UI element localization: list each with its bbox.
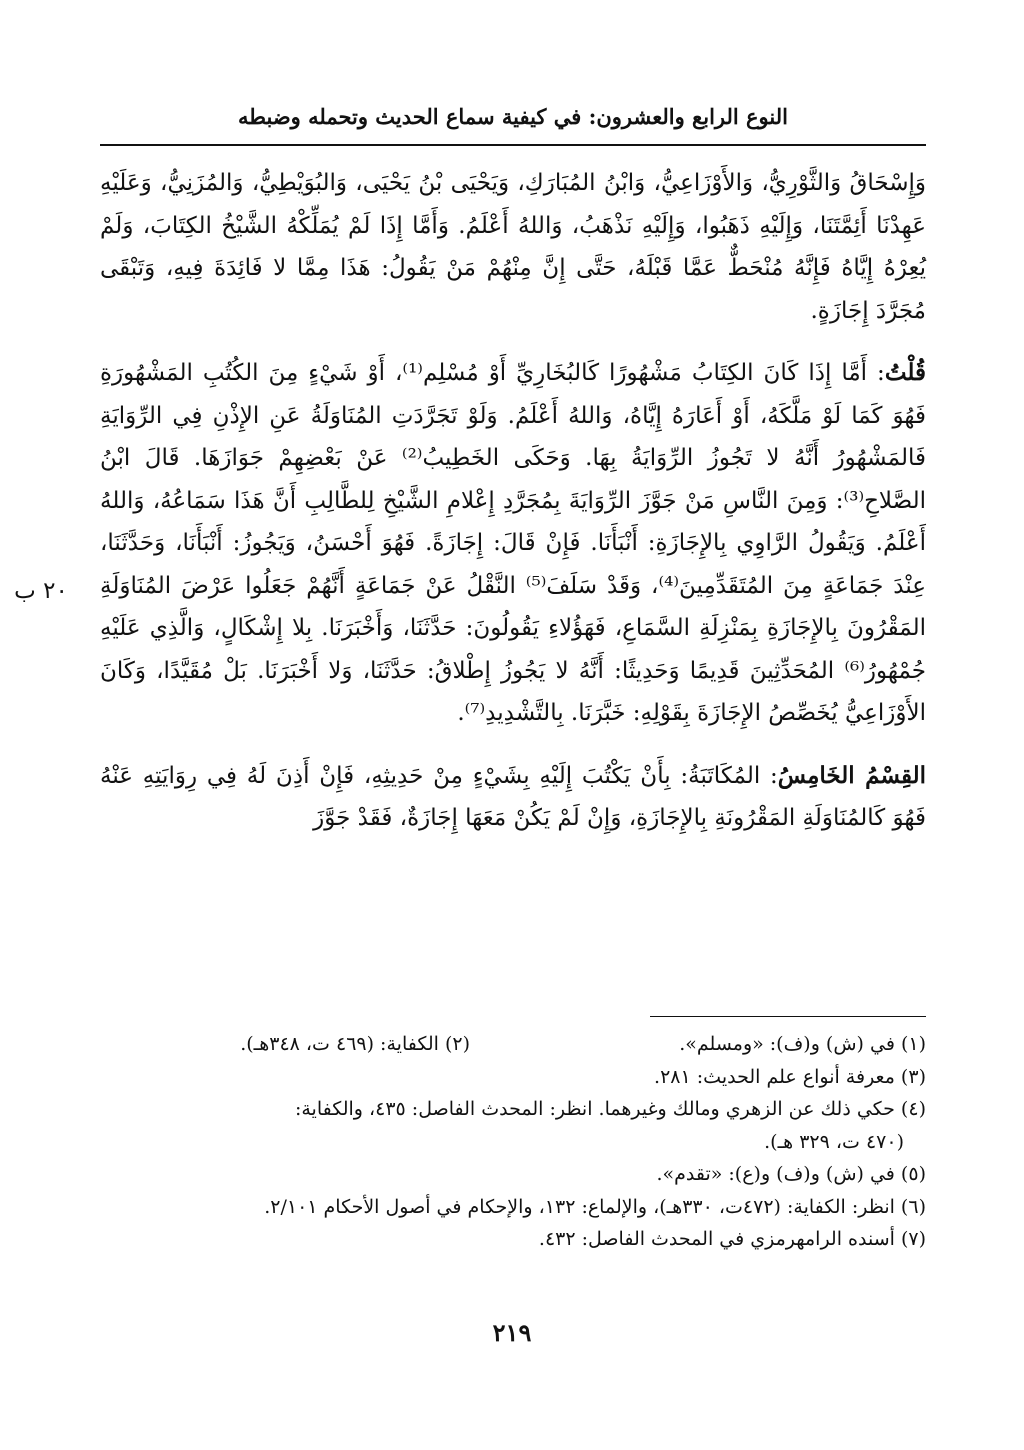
footnote-5: (٥) في (ش) و(ف) و(ع): «تقدم». (656, 1163, 926, 1185)
footnote-3: (٣) معرفة أنواع علم الحديث: ٢٨١. (654, 1065, 926, 1088)
footnote-1: (١) في (ش) و(ف): «ومسلم». (679, 1033, 926, 1055)
footnote-row (100, 1028, 926, 1061)
footnote-6: (٦) انظر: الكفاية: (٤٧٢ت، ٣٣٠هـ)، والإلماع: ١٣٢، والإحكام في أصول الأحكام ٢/١٠١. (264, 1195, 926, 1218)
paragraph-2 (100, 352, 926, 735)
main-text (100, 162, 926, 840)
footnote-4-continued: (٤٧٠ ت، ٣٢٩ هـ). (764, 1130, 904, 1153)
text-run: وَإِسْحَاقُ وَالثَّوْرِيُّ، وَالأَوْزَاعِيُّ، وَابْنُ المُبَارَكِ، وَيَحْيَى بْنُ يَحْيَى، وَالبُوَيْطِيُّ، وَالمُزَنِيُّ، وَعَلَيْهِ عَهِدْنَا أَئِمَّتَنَا، وَإِلَيْهِ ذَهَبُوا، وَإِلَيْهِ نَذْهَبُ، وَاللهُ أَعْلَمُ. وَأَمَّا إِذَا لَمْ يُمَلِّكْهُ الشَّيْخُ الكِتَابَ، وَلَمْ يُعِرْهُ إِيَّاهُ فَإِنَّهُ مُنْحَطٌّ عَمَّا قَبْلَهُ، حَتَّى إِنَّ مِنْهُمْ مَنْ يَقُولُ: هَذَا مِمَّا لا فَائِدَةَ فِيهِ، وَتَبْقَى مُجَرَّدَ إِجَازَةٍ. (100, 170, 926, 324)
running-head: النوع الرابع والعشرون: في كيفية سماع الحديث وتحمله وضبطه (238, 104, 788, 129)
footnote-rule (650, 1016, 926, 1017)
footnote-7: (٧) أسنده الرامهرمزي في المحدث الفاصل: ٤٣٢. (538, 1228, 926, 1250)
text-run: : المُكَاتَبَةُ: بِأَنْ يَكْتُبَ إِلَيْهِ بِشَيْءٍ مِنْ حَدِيثِهِ، فَإِنْ أَذِنَ لَهُ فِي رِوَايَتِهِ عَنْهُ فَهُوَ كَالمُنَاوَلَةِ المَقْرُونَةِ بِالإِجَازَةِ، وَإِنْ لَمْ يَكُنْ مَعَهَا إِجَازَةٌ، فَقَدْ جَوَّزَ (100, 762, 926, 831)
footnote-2: (٢) الكفاية: (٤٦٩ ت، ٣٤٨هـ). (240, 1033, 470, 1055)
paragraph-3 (100, 755, 926, 840)
header-rule (100, 144, 926, 146)
text-run: : أَمَّا إِذَا كَانَ الكِتَابُ مَشْهُورًا كَالبُخَارِيِّ أَوْ مُسْلِم⁽¹⁾، أَوْ شَيْءٍ مِنَ الكُتُبِ المَشْهُورَةِ فَهُوَ كَمَا لَوْ مَلَّكَهُ، أَوْ أَعَارَهُ إِيَّاهُ، وَاللهُ أَعْلَمُ. وَلَوْ تَجَرَّدَتِ المُنَاوَلَةُ عَنِ الإِذْنِ فِي الرِّوَايَةِ فَالمَشْهُورُ أَنَّهُ لا تَجُوزُ الرِّوَايَةُ بِهَا. وَحَكَى الخَطِيبُ⁽²⁾ عَنْ بَعْضِهِمْ جَوَازَهَا. قَالَ ابْنُ الصَّلاحِ⁽³⁾: وَمِنَ النَّاسِ مَنْ جَوَّزَ الرِّوَايَةَ بِمُجَرَّدِ إِعْلامِ الشَّيْخِ لِلطَّالِبِ أَنَّ هَذَا سَمَاعُهُ، وَاللهُ أَعْلَمُ. وَيَقُولُ الرَّاوِي بِالإِجَازَةِ: أَنْبَأَنَا. فَإِنْ قَالَ: إِجَازَةً. فَهُوَ أَحْسَنُ، وَيَجُوزُ: أَنْبَأَنَا، وَحَدَّثَنَا، عِنْدَ جَمَاعَةٍ مِنَ المُتَقَدِّمِينَ⁽⁴⁾، وَقَدْ سَلَفَ⁽⁵⁾ النَّقْلُ عَنْ جَمَاعَةٍ أَنَّهُمْ جَعَلُوا عَرْضَ المُنَاوَلَةِ المَقْرُونَ بِالإِجَازَةِ بِمَنْزِلَةِ السَّمَاعِ، فَهَؤُلاءِ يَقُولُونَ: حَدَّثَنَا، وَأَخْبَرَنَا. بِلا إِشْكَالٍ، وَالَّذِي عَلَيْهِ جُمْهُورُ⁽⁶⁾ المُحَدِّثِينَ قَدِيمًا وَحَدِيثًا: أَنَّهُ لا يَجُوزُ إِطْلاقُ: حَدَّثَنَا، وَلا أَخْبَرَنَا. بَلْ مُقَيَّدًا، وَكَانَ الأَوْزَاعِيُّ يُخَصِّصُ الإِجَازَةَ بِقَوْلِهِ: خَبَّرَنَا. بِالتَّشْدِيدِ⁽⁷⁾. (100, 360, 926, 726)
footnotes (100, 1028, 926, 1256)
page-number: ٢١٩ (492, 1318, 532, 1347)
paragraph-lead-term: قُلْتُ (884, 359, 927, 386)
manuscript-folio-marker: ٢٠ ب (14, 578, 68, 604)
footnote-4: (٤) حكي ذلك عن الزهري ومالك وغيرهما. انظر: المحدث الفاصل: ٤٣٥، والكفاية: (294, 1098, 926, 1120)
paragraph-1 (100, 162, 926, 332)
section-heading-inline: القِسْمُ الخَامِسُ (777, 761, 927, 789)
